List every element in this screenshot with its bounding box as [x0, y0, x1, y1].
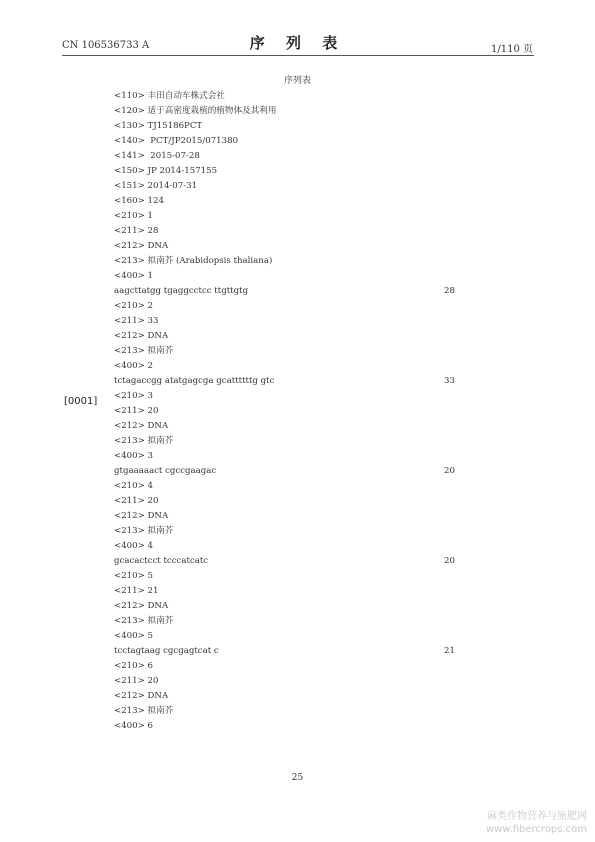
sequence-line-text: tctagaccgg atatgagcga gcattttttg gtc	[114, 376, 275, 386]
sequence-line-text: <211> 28	[114, 226, 159, 236]
sequence-line	[114, 449, 464, 464]
sequence-line	[114, 719, 464, 734]
sequence-line-text: <212> DNA	[114, 511, 169, 521]
sequence-length: 20	[444, 556, 455, 566]
sequence-line	[114, 689, 464, 704]
header-page-indicator: 1/110 页	[491, 44, 533, 55]
sequence-line-text: <140> PCT/JP2015/071380	[114, 136, 239, 146]
sequence-line-text: <110> 丰田自动车株式会社	[114, 91, 225, 101]
sequence-line	[114, 434, 464, 449]
sequence-line	[114, 119, 464, 134]
sequence-line	[114, 194, 464, 209]
sequence-line	[114, 134, 464, 149]
sequence-line	[114, 329, 464, 344]
sequence-line-text: <213> 拟南芥	[114, 436, 174, 446]
header-rule	[62, 55, 534, 56]
sequence-line	[114, 419, 464, 434]
sequence-line-text: <213> 拟南芥	[114, 616, 174, 626]
paragraph-number: [0001]	[64, 396, 98, 407]
document-title: 序列表	[283, 76, 311, 86]
sequence-line	[114, 389, 464, 404]
sequence-line	[114, 254, 464, 269]
sequence-line-text: <400> 4	[114, 541, 154, 551]
sequence-line-text: <141> 2015-07-28	[114, 151, 200, 161]
sequence-line-text: <212> DNA	[114, 691, 169, 701]
sequence-line-text: <212> DNA	[114, 241, 169, 251]
sequence-line	[114, 629, 464, 644]
sequence-line-text: <120> 适于高密度栽植的植物体及其利用	[114, 106, 277, 116]
sequence-line-text: <211> 20	[114, 676, 159, 686]
page-number: 25	[291, 773, 304, 783]
sequence-line-text: <212> DNA	[114, 601, 169, 611]
sequence-line-text: <210> 4	[114, 481, 154, 491]
sequence-length: 33	[444, 376, 455, 386]
header-patent-number: CN 106536733 A	[62, 40, 150, 51]
sequence-line-text: <211> 33	[114, 316, 159, 326]
sequence-line	[114, 479, 464, 494]
header-title: 序 列 表	[249, 34, 346, 52]
sequence-line	[114, 614, 464, 629]
sequence-line-text: gcacactcct tcccatcatc	[114, 556, 209, 566]
sequence-line	[114, 344, 464, 359]
sequence-line	[114, 644, 464, 659]
sequence-line-text: <210> 1	[114, 211, 154, 221]
sequence-line	[114, 569, 464, 584]
sequence-line	[114, 584, 464, 599]
sequence-length: 28	[444, 286, 455, 296]
sequence-line	[114, 89, 464, 104]
sequence-line	[114, 224, 464, 239]
sequence-line	[114, 554, 464, 569]
sequence-line	[114, 239, 464, 254]
sequence-listing	[114, 89, 464, 734]
sequence-line-text: <211> 20	[114, 496, 159, 506]
sequence-line-text: tcctagtaag cgcgagtcat c	[114, 646, 219, 656]
sequence-line	[114, 164, 464, 179]
sequence-line-text: <210> 3	[114, 391, 154, 401]
sequence-line	[114, 269, 464, 284]
sequence-line	[114, 599, 464, 614]
watermark-site-name: 麻类作物营养与施肥网	[487, 811, 587, 822]
sequence-length: 21	[444, 646, 455, 656]
sequence-line	[114, 659, 464, 674]
sequence-line-text: <211> 20	[114, 406, 159, 416]
sequence-line-text: <130> TJ15186PCT	[114, 121, 203, 131]
sequence-line-text: <213> 拟南芥	[114, 346, 174, 356]
watermark-url: www.fibercrops.com	[485, 824, 587, 835]
sequence-line	[114, 494, 464, 509]
sequence-line	[114, 509, 464, 524]
sequence-line	[114, 149, 464, 164]
sequence-line	[114, 704, 464, 719]
sequence-line-text: <400> 2	[114, 361, 154, 371]
sequence-line-text: <160> 124	[114, 196, 164, 206]
sequence-line-text: <210> 6	[114, 661, 154, 671]
sequence-line	[114, 374, 464, 389]
sequence-line-text: <211> 21	[114, 586, 159, 596]
sequence-line	[114, 179, 464, 194]
sequence-line-text: <212> DNA	[114, 421, 169, 431]
watermark	[486, 810, 587, 836]
sequence-line-text: <213> 拟南芥	[114, 706, 174, 716]
sequence-line	[114, 674, 464, 689]
sequence-line	[114, 539, 464, 554]
sequence-line-text: <151> 2014-07-31	[114, 181, 198, 191]
sequence-line-text: <400> 5	[114, 631, 154, 641]
sequence-line-text: gtgaaaaact cgccgaagac	[114, 466, 217, 476]
sequence-line-text: <213> 拟南芥 (Arabidopsis thaliana)	[114, 256, 273, 266]
sequence-line-text: <210> 2	[114, 301, 154, 311]
sequence-line	[114, 104, 464, 119]
sequence-line-text: <150> JP 2014-157155	[114, 166, 218, 176]
sequence-line	[114, 404, 464, 419]
sequence-line	[114, 284, 464, 299]
sequence-line-text: <400> 3	[114, 451, 154, 461]
sequence-line	[114, 359, 464, 374]
sequence-line-text: <213> 拟南芥	[114, 526, 174, 536]
sequence-line	[114, 524, 464, 539]
sequence-line-text: <210> 5	[114, 571, 154, 581]
sequence-line	[114, 209, 464, 224]
sequence-line-text: aagcttatgg tgaggcctcc ttgttgtg	[114, 286, 249, 296]
sequence-line-text: <400> 1	[114, 271, 154, 281]
sequence-length: 20	[444, 466, 455, 476]
sequence-line	[114, 464, 464, 479]
sequence-line	[114, 314, 464, 329]
sequence-line-text: <400> 6	[114, 721, 154, 731]
sequence-line	[114, 299, 464, 314]
sequence-line-text: <212> DNA	[114, 331, 169, 341]
